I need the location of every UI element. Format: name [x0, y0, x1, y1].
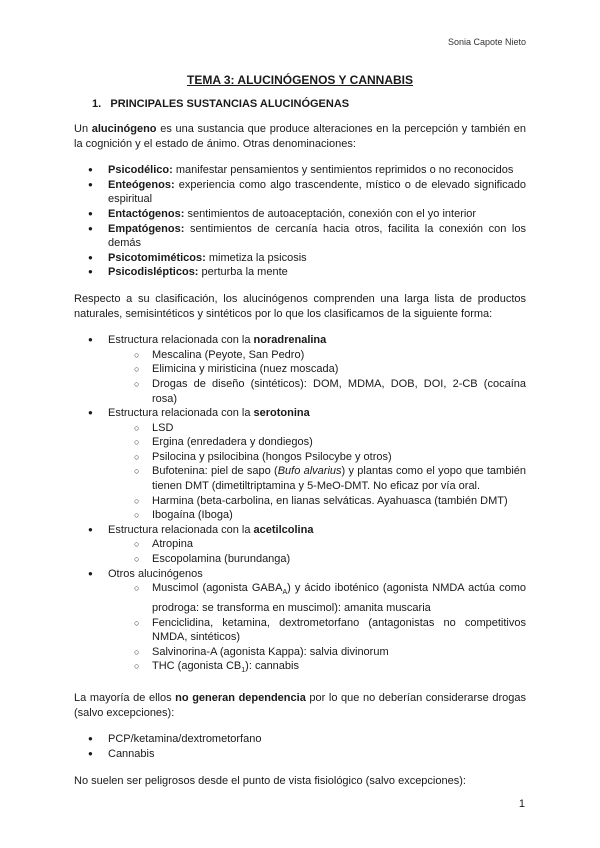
list-item: ○ Salvinorina-A (agonista Kappa): salvia divinorum — [130, 645, 526, 660]
list-item: ○ Ergina (enredadera y dondiegos) — [130, 435, 526, 450]
page-number: 1 — [518, 798, 525, 810]
list-item: ● Enteógenos: experiencia como algo trascendente, místico o de elevado significado espiritual — [74, 178, 526, 207]
list-item: ○ Mescalina (Peyote, San Pedro) — [130, 348, 526, 363]
list-item: ○ LSD — [130, 421, 526, 436]
list-item: ○ Escopolamina (burundanga) — [130, 552, 526, 567]
list-item: ● Psicodélico: manifestar pensamientos y sentimientos reprimidos o no reconocidos — [74, 163, 526, 178]
list-item: ○ Drogas de diseño (sintéticos): DOM, MDMA, DOB, DOI, 2-CB (cocaína rosa) — [130, 377, 526, 406]
list-item: ● Psicotomiméticos: mimetiza la psicosis — [74, 251, 526, 266]
group-serotonina: ● Estructura relacionada con la serotonina ○ LSD ○ Ergina (enredadera y dondiegos) ○ Psilocina y psilocibina (hongos Psilocybe y otros) ○ Bufotenina: piel de sapo (Bufo alvarius) y plantas como el yopo que también tienen DMT (dimetiltriptamina y 5-MeO-DMT. No eficaz por vía oral. ○ Harmina (beta-carbolina, en lianas selváticas. Ayahuasca (también DMT) ○ Ibogaína (Iboga) — [74, 406, 526, 523]
list-item: ○ Ibogaína (Iboga) — [130, 508, 526, 523]
dependence-list — [74, 732, 526, 761]
list-item: ○ Muscimol (agonista $GABA_A$) y ácido iboténico (agonista NMDA actúa como prodroga: se transforma en muscimol): amanita muscaria — [130, 581, 526, 615]
list-item: ○ Bufotenina: piel de sapo (Bufo alvarius) y plantas como el yopo que también tienen DMT (dimetiltriptamina y 5-MeO-DMT. No eficaz por vía oral. — [130, 464, 526, 493]
list-item: ○ Atropina — [130, 537, 526, 552]
document-title: TEMA 3: ALUCINÓGENOS Y CANNABIS — [186, 73, 414, 87]
closing-paragraph: No suelen ser peligrosos desde el punto de vista fisiológico (salvo excepciones): — [74, 774, 466, 787]
list-item: ● Empatógenos: sentimientos de cercanía hacia otros, facilita la conexión con los demás — [74, 222, 526, 251]
list-item: ○ THC (agonista $CB_1$): cannabis — [130, 659, 526, 679]
list-item: ● Entactógenos: sentimientos de autoaceptación, conexión con el yo interior — [74, 207, 526, 222]
section-title: PRINCIPALES SUSTANCIAS ALUCINÓGENAS — [110, 98, 350, 110]
classification-list — [74, 333, 526, 679]
section-number: 1. — [92, 98, 102, 110]
author-header: Sonia Capote Nieto — [447, 37, 526, 47]
classification-paragraph: Respecto a su clasificación, los alucinógenos comprenden una larga lista de productos naturales, semisintéticos y sintéticos por lo que los clasificamos de la siguiente forma: — [74, 292, 526, 320]
list-item: ○ Harmina (beta-carbolina, en lianas selváticas. Ayahuasca (también DMT) — [130, 494, 526, 509]
intro-paragraph: Un alucinógeno es una sustancia que produce alteraciones en la percepción y también en la cognición y el estado de ánimo. Otras denominaciones: — [74, 123, 526, 150]
group-noradrenalina: ● Estructura relacionada con la noradrenalina ○ Mescalina (Peyote, San Pedro) ○ Elimicina y miristicina (nuez moscada) ○ Drogas de diseño (sintéticos): DOM, MDMA, DOB, DOI, 2-CB (cocaína rosa) — [74, 333, 526, 406]
document-body — [74, 122, 526, 800]
section-heading — [92, 98, 349, 110]
list-item: ● PCP/ketamina/dextrometorfano — [74, 732, 526, 747]
group-acetilcolina: ● Estructura relacionada con la acetilcolina ○ Atropina ○ Escopolamina (burundanga) — [74, 523, 526, 567]
dependence-paragraph: La mayoría de ellos no generan dependencia por lo que no deberían considerarse drogas (salvo excepciones): — [74, 692, 526, 719]
list-item: ○ Psilocina y psilocibina (hongos Psilocybe y otros) — [130, 450, 526, 465]
group-otros: ● Otros alucinógenos ○ Muscimol (agonista $GABA_A$) y ácido iboténico (agonista NMDA actúa como prodroga: se transforma en muscimol): amanita muscaria ○ Fenciclidina, ketamina, dextrometorfano (antagonistas no competitivos NMDA, sintéticos) ○ Salvinorina-A (agonista Kappa): salvia divinorum ○ THC (agonista $CB_1$): cannabis — [74, 567, 526, 680]
list-item: ● Psicodislépticos: perturba la mente — [74, 265, 526, 280]
denominations-list — [74, 163, 526, 280]
list-item: ● Cannabis — [74, 747, 526, 762]
list-item: ○ Elimicina y miristicina (nuez moscada) — [130, 362, 526, 377]
list-item: ○ Fenciclidina, ketamina, dextrometorfano (antagonistas no competitivos NMDA, sintéticos) — [130, 616, 526, 645]
